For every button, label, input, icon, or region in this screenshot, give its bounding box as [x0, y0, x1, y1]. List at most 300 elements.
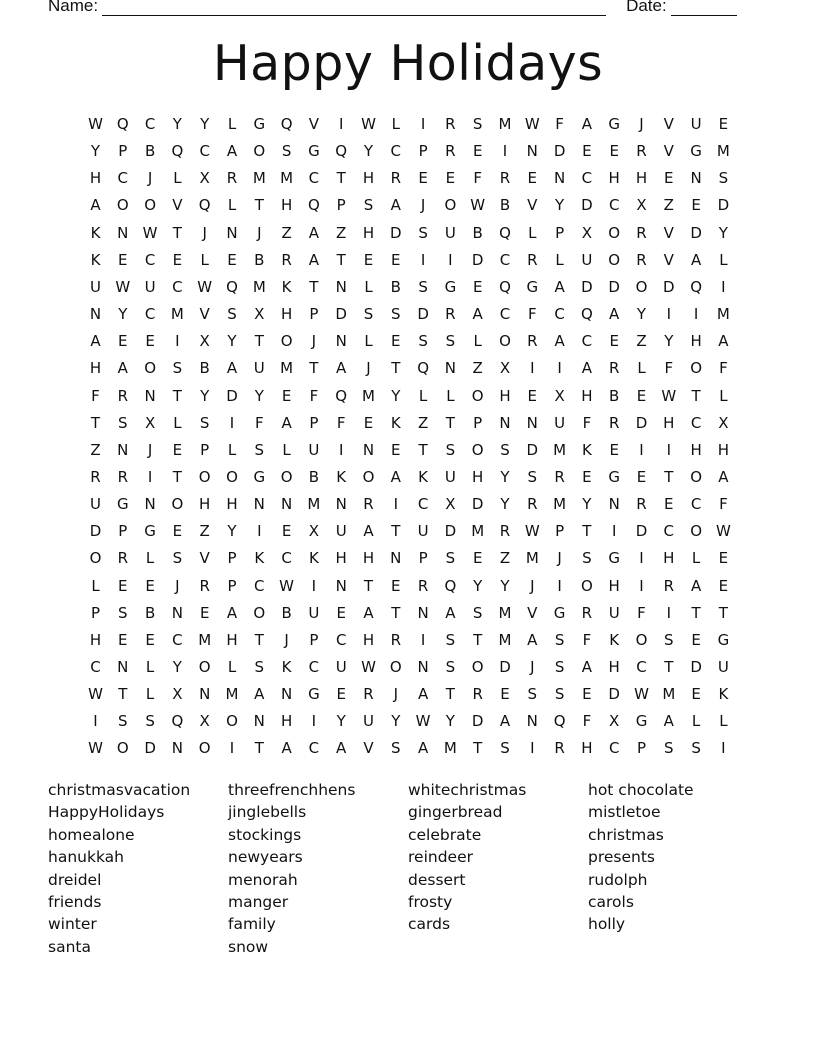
grid-letter[interactable]: A — [117, 359, 128, 378]
grid-letter[interactable]: C — [581, 169, 593, 188]
grid-letter[interactable]: T — [172, 223, 182, 242]
grid-letter[interactable]: E — [718, 576, 729, 595]
grid-letter[interactable]: A — [390, 467, 401, 486]
grid-letter[interactable]: M — [498, 630, 512, 649]
grid-letter[interactable]: Y — [636, 305, 647, 324]
grid-letter[interactable]: I — [721, 277, 726, 296]
grid-letter[interactable]: Y — [118, 305, 128, 324]
grid-letter[interactable]: A — [308, 250, 320, 269]
grid-letter[interactable]: H — [280, 196, 293, 215]
grid-letter[interactable]: Q — [116, 115, 129, 133]
grid-letter[interactable]: X — [199, 332, 210, 351]
name-blank[interactable] — [102, 0, 606, 16]
grid-letter[interactable]: G — [526, 277, 539, 296]
grid-letter[interactable]: E — [582, 467, 592, 486]
grid-letter[interactable]: A — [90, 196, 101, 215]
grid-letter[interactable]: Y — [445, 712, 455, 731]
grid-letter[interactable]: Z — [636, 332, 647, 351]
grid-letter[interactable]: A — [226, 142, 238, 161]
grid-letter[interactable]: S — [391, 305, 401, 324]
grid-letter[interactable]: B — [254, 250, 265, 269]
grid-letter[interactable]: U — [717, 658, 729, 676]
grid-letter[interactable]: H — [608, 658, 620, 676]
grid-letter[interactable]: L — [719, 712, 728, 731]
grid-letter[interactable]: D — [89, 522, 102, 541]
grid-letter[interactable]: O — [171, 495, 184, 514]
grid-letter[interactable]: Y — [90, 142, 101, 161]
grid-letter[interactable]: G — [717, 630, 730, 649]
grid-letter[interactable]: G — [635, 712, 648, 731]
grid-letter[interactable]: W — [361, 115, 376, 133]
grid-letter[interactable]: U — [690, 115, 702, 133]
grid-letter[interactable]: T — [691, 386, 701, 405]
grid-letter[interactable]: U — [554, 413, 566, 432]
grid-letter[interactable]: W — [88, 115, 103, 133]
grid-letter[interactable]: B — [499, 196, 511, 215]
grid-letter[interactable]: Y — [664, 332, 674, 351]
grid-letter[interactable]: Z — [472, 359, 483, 378]
grid-letter[interactable]: R — [527, 250, 538, 269]
grid-letter[interactable]: A — [336, 739, 347, 758]
grid-letter[interactable]: K — [281, 658, 292, 676]
grid-letter[interactable]: K — [336, 467, 347, 486]
grid-letter[interactable]: E — [336, 685, 346, 704]
grid-letter[interactable]: X — [144, 413, 156, 432]
grid-letter[interactable]: U — [90, 495, 101, 514]
grid-letter[interactable]: I — [229, 739, 235, 758]
grid-letter[interactable]: E — [363, 413, 374, 432]
grid-letter[interactable]: T — [582, 522, 592, 541]
grid-letter[interactable]: T — [418, 440, 428, 459]
grid-letter[interactable]: T — [664, 658, 674, 676]
grid-letter[interactable]: R — [554, 739, 565, 758]
grid-letter[interactable]: J — [530, 658, 535, 676]
grid-letter[interactable]: N — [171, 603, 183, 622]
grid-letter[interactable]: K — [609, 630, 620, 649]
grid-letter[interactable]: D — [471, 495, 484, 514]
grid-letter[interactable]: L — [637, 359, 646, 378]
grid-letter[interactable]: S — [145, 712, 155, 731]
grid-letter[interactable]: S — [418, 277, 428, 296]
grid-letter[interactable]: D — [335, 305, 347, 324]
grid-letter[interactable]: R — [636, 142, 647, 161]
grid-letter[interactable]: N — [253, 495, 265, 514]
grid-letter[interactable]: C — [636, 658, 647, 676]
grid-letter[interactable]: H — [690, 440, 702, 459]
grid-letter[interactable]: V — [663, 250, 674, 269]
grid-letter[interactable]: N — [553, 169, 566, 188]
grid-letter[interactable]: E — [664, 495, 674, 514]
grid-letter[interactable]: J — [393, 685, 399, 704]
grid-letter[interactable]: S — [363, 305, 374, 324]
grid-letter[interactable]: O — [116, 196, 129, 215]
grid-letter[interactable]: M — [662, 685, 676, 704]
grid-letter[interactable]: N — [226, 223, 238, 242]
grid-letter[interactable]: H — [335, 549, 347, 568]
grid-letter[interactable]: C — [608, 196, 620, 215]
grid-letter[interactable]: T — [473, 739, 483, 758]
grid-letter[interactable]: I — [693, 305, 699, 324]
grid-letter[interactable]: D — [581, 196, 593, 215]
grid-letter[interactable]: E — [609, 332, 619, 351]
grid-letter[interactable]: I — [639, 549, 644, 568]
grid-letter[interactable]: U — [308, 440, 320, 459]
grid-letter[interactable]: Y — [227, 332, 237, 351]
grid-letter[interactable]: G — [308, 142, 320, 161]
grid-letter[interactable]: C — [254, 576, 265, 595]
grid-letter[interactable]: J — [284, 630, 289, 649]
grid-letter[interactable]: P — [418, 142, 428, 161]
grid-letter[interactable]: C — [608, 739, 620, 758]
grid-letter[interactable]: A — [690, 250, 702, 269]
grid-letter[interactable]: D — [499, 658, 511, 676]
grid-letter[interactable]: Z — [499, 549, 511, 568]
grid-letter[interactable]: A — [336, 359, 347, 378]
grid-letter[interactable]: E — [609, 142, 619, 161]
grid-letter[interactable]: E — [118, 250, 128, 269]
grid-letter[interactable]: N — [499, 413, 511, 432]
grid-letter[interactable]: S — [118, 712, 128, 731]
grid-letter[interactable]: S — [445, 630, 456, 649]
grid-letter[interactable]: S — [363, 196, 374, 215]
grid-letter[interactable]: W — [470, 196, 486, 215]
grid-letter[interactable]: T — [309, 359, 319, 378]
grid-letter[interactable]: P — [309, 305, 319, 324]
grid-letter[interactable]: H — [690, 332, 702, 351]
grid-letter[interactable]: R — [363, 685, 374, 704]
grid-letter[interactable]: W — [279, 576, 295, 595]
grid-letter[interactable]: W — [115, 277, 131, 296]
grid-letter[interactable]: A — [445, 603, 456, 622]
grid-letter[interactable]: Q — [226, 277, 238, 296]
grid-letter[interactable]: A — [581, 359, 593, 378]
grid-letter[interactable]: U — [444, 223, 456, 242]
grid-letter[interactable]: E — [582, 685, 592, 704]
grid-letter[interactable]: V — [199, 549, 210, 568]
grid-letter[interactable]: B — [472, 223, 483, 242]
grid-letter[interactable]: I — [393, 495, 399, 514]
grid-letter[interactable]: P — [418, 549, 428, 568]
grid-letter[interactable]: M — [252, 169, 266, 188]
grid-letter[interactable]: I — [311, 576, 317, 595]
grid-letter[interactable]: E — [445, 169, 456, 188]
grid-letter[interactable]: I — [175, 332, 180, 351]
grid-letter[interactable]: F — [254, 413, 264, 432]
grid-letter[interactable]: W — [661, 386, 677, 405]
grid-letter[interactable]: Y — [500, 467, 510, 486]
grid-letter[interactable]: N — [89, 305, 102, 324]
grid-letter[interactable]: R — [417, 576, 429, 595]
grid-letter[interactable]: D — [608, 277, 620, 296]
grid-letter[interactable]: S — [118, 413, 128, 432]
grid-letter[interactable]: E — [636, 467, 647, 486]
grid-letter[interactable]: F — [473, 169, 482, 188]
grid-letter[interactable]: I — [257, 522, 262, 541]
grid-letter[interactable]: V — [172, 196, 183, 215]
grid-letter[interactable]: O — [608, 250, 621, 269]
grid-letter[interactable]: Q — [280, 115, 293, 133]
grid-letter[interactable]: Q — [499, 223, 511, 242]
grid-letter[interactable]: H — [280, 712, 293, 731]
grid-letter[interactable]: C — [144, 305, 156, 324]
grid-letter[interactable]: U — [363, 712, 374, 731]
grid-letter[interactable]: W — [415, 712, 431, 731]
grid-letter[interactable]: I — [147, 467, 153, 486]
grid-letter[interactable]: H — [199, 495, 211, 514]
grid-letter[interactable]: O — [253, 142, 266, 161]
grid-letter[interactable]: E — [227, 250, 237, 269]
grid-letter[interactable]: U — [308, 603, 320, 622]
grid-letter[interactable]: V — [527, 603, 538, 622]
grid-letter[interactable]: L — [555, 250, 564, 269]
grid-letter[interactable]: O — [389, 658, 402, 676]
grid-letter[interactable]: T — [445, 413, 455, 432]
grid-letter[interactable]: J — [175, 576, 180, 595]
grid-letter[interactable]: E — [118, 630, 128, 649]
grid-letter[interactable]: N — [117, 658, 129, 676]
grid-letter[interactable]: S — [527, 685, 538, 704]
grid-letter[interactable]: H — [663, 549, 675, 568]
grid-letter[interactable]: E — [145, 630, 155, 649]
grid-letter[interactable]: C — [308, 739, 320, 758]
grid-letter[interactable]: V — [527, 196, 538, 215]
grid-letter[interactable]: M — [553, 495, 567, 514]
grid-letter[interactable]: R — [636, 250, 647, 269]
grid-letter[interactable]: T — [309, 277, 319, 296]
grid-letter[interactable]: S — [281, 142, 292, 161]
grid-letter[interactable]: S — [254, 440, 265, 459]
grid-letter[interactable]: L — [528, 223, 537, 242]
grid-letter[interactable]: R — [445, 115, 456, 133]
grid-letter[interactable]: Z — [199, 522, 210, 541]
grid-letter[interactable]: R — [581, 603, 593, 622]
grid-letter[interactable]: V — [199, 305, 210, 324]
grid-letter[interactable]: T — [391, 522, 401, 541]
grid-letter[interactable]: Z — [90, 440, 101, 459]
grid-letter[interactable]: V — [663, 115, 674, 133]
grid-letter[interactable]: O — [89, 549, 102, 568]
grid-letter[interactable]: Y — [336, 712, 346, 731]
grid-letter[interactable]: E — [118, 576, 128, 595]
grid-letter[interactable]: X — [554, 386, 565, 405]
grid-letter[interactable]: T — [90, 413, 101, 432]
grid-letter[interactable]: G — [553, 603, 566, 622]
grid-letter[interactable]: E — [500, 685, 510, 704]
grid-letter[interactable]: E — [363, 250, 374, 269]
grid-letter[interactable]: A — [308, 223, 320, 242]
grid-letter[interactable]: C — [663, 522, 675, 541]
grid-letter[interactable]: I — [557, 576, 562, 595]
grid-letter[interactable]: L — [227, 658, 237, 676]
grid-letter[interactable]: I — [666, 305, 672, 324]
grid-letter[interactable]: X — [609, 712, 620, 731]
grid-letter[interactable]: T — [391, 359, 401, 378]
grid-letter[interactable]: S — [554, 658, 565, 676]
grid-letter[interactable]: V — [363, 739, 374, 758]
grid-letter[interactable]: S — [445, 658, 456, 676]
grid-letter[interactable]: U — [608, 603, 620, 622]
grid-letter[interactable]: P — [200, 440, 210, 459]
grid-letter[interactable]: I — [530, 359, 535, 378]
grid-letter[interactable]: J — [366, 359, 371, 378]
grid-letter[interactable]: R — [636, 495, 647, 514]
grid-letter[interactable]: H — [663, 413, 675, 432]
grid-letter[interactable]: N — [526, 413, 538, 432]
grid-letter[interactable]: M — [280, 359, 294, 378]
grid-letter[interactable]: E — [582, 142, 592, 161]
grid-letter[interactable]: Y — [500, 576, 510, 595]
grid-letter[interactable]: C — [390, 142, 402, 161]
grid-letter[interactable]: I — [639, 576, 644, 595]
grid-letter[interactable]: B — [390, 277, 401, 296]
grid-letter[interactable]: H — [89, 169, 102, 188]
grid-letter[interactable]: U — [90, 277, 101, 296]
grid-letter[interactable]: Y — [254, 386, 264, 405]
grid-letter[interactable]: C — [335, 630, 347, 649]
grid-letter[interactable]: J — [257, 223, 262, 242]
grid-letter[interactable]: B — [609, 386, 620, 405]
grid-letter[interactable]: S — [472, 603, 483, 622]
grid-letter[interactable]: L — [391, 115, 400, 133]
grid-letter[interactable]: W — [197, 277, 213, 296]
grid-letter[interactable]: T — [391, 603, 401, 622]
grid-letter[interactable]: H — [362, 630, 375, 649]
grid-letter[interactable]: A — [281, 413, 292, 432]
grid-letter[interactable]: P — [336, 196, 346, 215]
grid-letter[interactable]: E — [609, 440, 619, 459]
grid-letter[interactable]: E — [472, 142, 483, 161]
grid-letter[interactable]: N — [362, 440, 375, 459]
grid-letter[interactable]: G — [608, 115, 620, 133]
grid-letter[interactable]: R — [472, 685, 483, 704]
grid-letter[interactable]: D — [226, 386, 238, 405]
grid-letter[interactable]: R — [117, 549, 129, 568]
grid-letter[interactable]: N — [335, 277, 347, 296]
grid-letter[interactable]: E — [418, 169, 428, 188]
grid-letter[interactable]: K — [254, 549, 265, 568]
grid-letter[interactable]: G — [444, 277, 457, 296]
grid-letter[interactable]: D — [635, 413, 648, 432]
grid-letter[interactable]: J — [530, 576, 535, 595]
grid-letter[interactable]: L — [227, 196, 237, 215]
grid-letter[interactable]: I — [338, 440, 344, 459]
grid-letter[interactable]: Q — [335, 142, 348, 161]
grid-letter[interactable]: Y — [200, 115, 210, 133]
grid-letter[interactable]: F — [336, 413, 346, 432]
grid-letter[interactable]: Y — [391, 386, 401, 405]
grid-letter[interactable]: X — [445, 495, 456, 514]
grid-letter[interactable]: R — [117, 467, 129, 486]
grid-letter[interactable]: E — [336, 603, 346, 622]
grid-letter[interactable]: A — [254, 685, 265, 704]
grid-letter[interactable]: T — [336, 250, 346, 269]
grid-letter[interactable]: Q — [198, 196, 211, 215]
grid-letter[interactable]: R — [199, 576, 210, 595]
grid-letter[interactable]: N — [335, 495, 347, 514]
grid-letter[interactable]: H — [226, 495, 238, 514]
grid-letter[interactable]: L — [145, 549, 155, 568]
grid-letter[interactable]: N — [335, 576, 347, 595]
grid-letter[interactable]: O — [226, 712, 238, 731]
grid-letter[interactable]: O — [690, 522, 702, 541]
grid-letter[interactable]: S — [664, 739, 674, 758]
grid-letter[interactable]: E — [472, 277, 483, 296]
grid-letter[interactable]: C — [499, 305, 511, 324]
grid-letter[interactable]: Y — [200, 386, 210, 405]
grid-letter[interactable]: L — [145, 685, 155, 704]
grid-letter[interactable]: L — [719, 250, 728, 269]
grid-letter[interactable]: X — [199, 169, 210, 188]
grid-letter[interactable]: Q — [417, 359, 429, 378]
grid-letter[interactable]: M — [553, 440, 567, 459]
grid-letter[interactable]: S — [445, 332, 456, 351]
grid-letter[interactable]: X — [172, 685, 183, 704]
grid-letter[interactable]: X — [254, 305, 265, 324]
grid-letter[interactable]: C — [281, 549, 292, 568]
grid-letter[interactable]: F — [582, 712, 592, 731]
grid-letter[interactable]: Q — [444, 576, 457, 595]
grid-letter[interactable]: N — [117, 223, 129, 242]
grid-letter[interactable]: R — [527, 495, 538, 514]
grid-letter[interactable]: B — [144, 142, 156, 161]
grid-letter[interactable]: E — [691, 630, 701, 649]
grid-letter[interactable]: I — [420, 250, 426, 269]
grid-letter[interactable]: E — [172, 250, 183, 269]
grid-letter[interactable]: Q — [580, 305, 593, 324]
grid-letter[interactable]: Y — [363, 142, 374, 161]
grid-letter[interactable]: N — [199, 685, 211, 704]
grid-letter[interactable]: R — [608, 413, 620, 432]
grid-letter[interactable]: D — [471, 250, 484, 269]
grid-letter[interactable]: U — [144, 277, 156, 296]
grid-letter[interactable]: Y — [391, 712, 401, 731]
grid-letter[interactable]: U — [335, 522, 347, 541]
grid-letter[interactable]: F — [582, 630, 592, 649]
grid-letter[interactable]: Q — [553, 712, 566, 731]
grid-letter[interactable]: D — [717, 196, 730, 215]
grid-letter[interactable]: W — [88, 739, 103, 758]
grid-letter[interactable]: C — [499, 250, 511, 269]
grid-letter[interactable]: O — [144, 359, 156, 378]
grid-letter[interactable]: E — [391, 332, 401, 351]
grid-letter[interactable]: H — [362, 549, 375, 568]
grid-letter[interactable]: N — [690, 169, 702, 188]
grid-letter[interactable]: I — [721, 739, 726, 758]
grid-letter[interactable]: J — [557, 549, 562, 568]
grid-letter[interactable]: T — [254, 332, 264, 351]
grid-letter[interactable]: M — [198, 630, 212, 649]
grid-letter[interactable]: N — [608, 495, 620, 514]
grid-letter[interactable]: S — [554, 685, 565, 704]
grid-letter[interactable]: Y — [227, 522, 237, 541]
grid-letter[interactable]: K — [308, 549, 319, 568]
grid-letter[interactable]: C — [172, 630, 183, 649]
grid-letter[interactable]: Z — [281, 223, 292, 242]
grid-letter[interactable]: O — [444, 196, 457, 215]
grid-letter[interactable]: U — [444, 467, 456, 486]
grid-letter[interactable]: H — [362, 169, 375, 188]
grid-letter[interactable]: F — [91, 386, 100, 405]
grid-letter[interactable]: O — [471, 386, 484, 405]
grid-letter[interactable]: I — [338, 115, 344, 133]
grid-letter[interactable]: R — [499, 522, 511, 541]
grid-letter[interactable]: N — [417, 658, 429, 676]
grid-letter[interactable]: N — [144, 386, 156, 405]
grid-letter[interactable]: C — [172, 277, 183, 296]
grid-letter[interactable]: K — [281, 277, 292, 296]
grid-letter[interactable]: S — [554, 630, 565, 649]
grid-letter[interactable]: T — [445, 685, 455, 704]
